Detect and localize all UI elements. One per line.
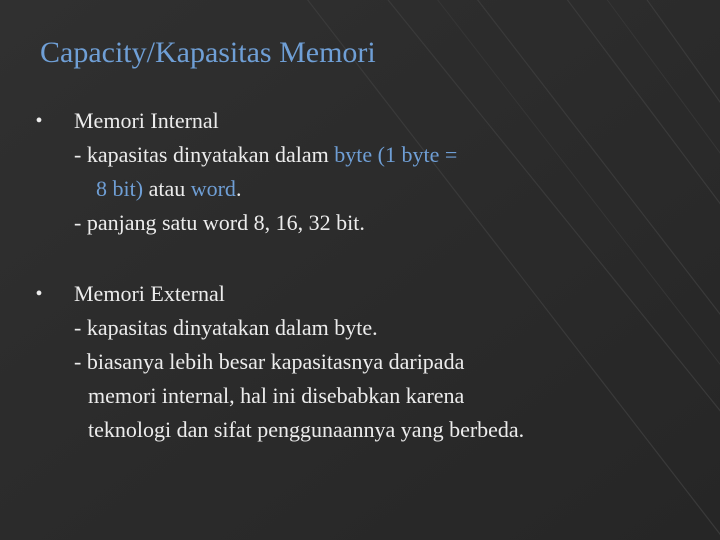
bullet-memori-external: [32, 277, 692, 447]
bullet-line: teknologi dan sifat penggunaannya yang berbeda.: [88, 417, 525, 442]
bullet-line: [74, 172, 692, 206]
bullet-icon: •: [35, 110, 43, 132]
bullet-icon: •: [35, 283, 43, 305]
bullet-line: - biasanya lebih besar kapasitasnya daripada: [74, 349, 465, 374]
bullet-heading: Memori External: [74, 281, 225, 306]
slide-title: Capacity/Kapasitas Memori: [40, 36, 376, 69]
bullet-line: memori internal, hal ini disebabkan karena: [88, 383, 465, 408]
highlight-text: word: [190, 176, 236, 201]
highlight-text: 8 bit): [96, 176, 144, 201]
bullet-heading: Memori Internal: [74, 108, 219, 133]
text-span: atau: [143, 176, 191, 201]
text-span: - kapasitas dinyatakan dalam: [74, 142, 335, 167]
bullet-line: - panjang satu word 8, 16, 32 bit.: [74, 210, 365, 235]
highlight-text: byte (1 byte =: [334, 142, 458, 167]
bullet-line: - kapasitas dinyatakan dalam byte.: [74, 315, 378, 340]
text-span: .: [235, 176, 242, 201]
bullet-memori-internal: [32, 104, 692, 240]
bullet-line: [74, 138, 692, 172]
slide-content: [32, 104, 692, 447]
